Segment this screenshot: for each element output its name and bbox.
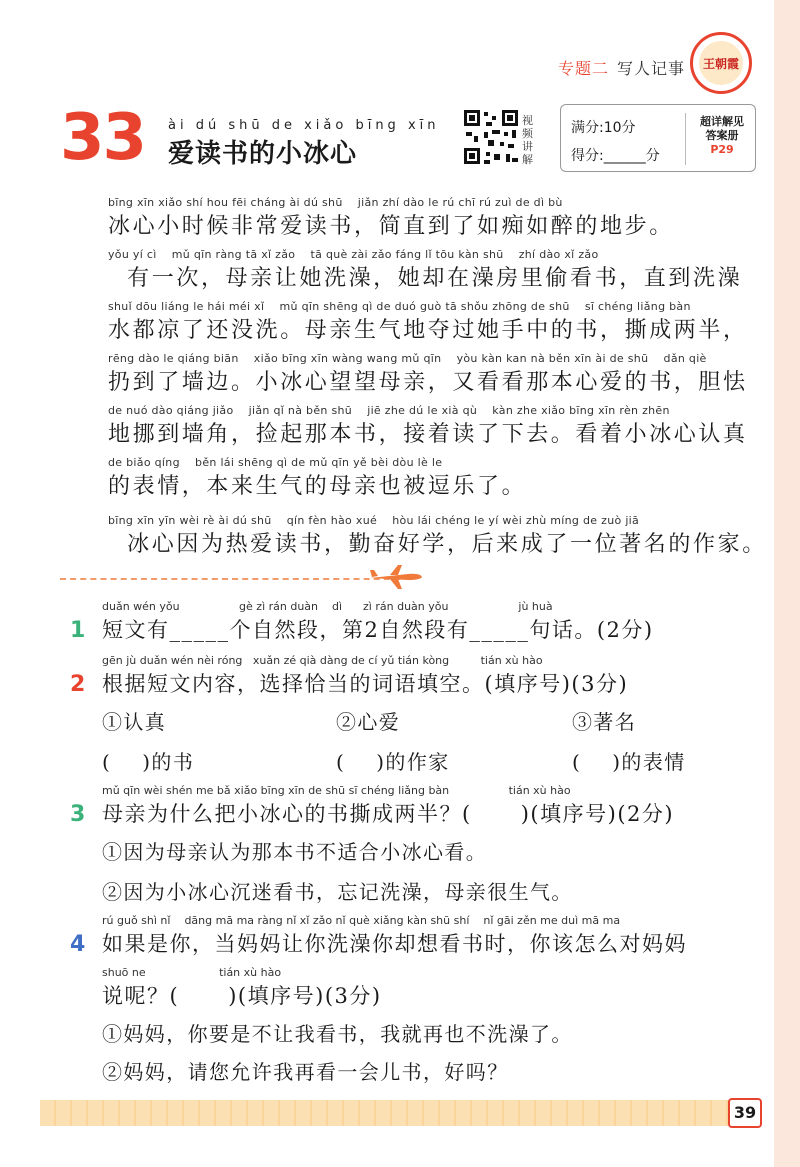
word-option: ①认真 <box>102 710 167 734</box>
page-edge-band <box>774 0 800 1167</box>
topic-subtitle: 写人记事 <box>617 59 686 78</box>
passage-text: 有一次，母亲让她洗澡，她却在澡房里偷看书，直到洗澡 <box>108 266 743 291</box>
question-text: 短文有_____个自然段，第2自然段有_____句话。(2分) <box>102 618 654 642</box>
earned-score: 得分:______分 <box>571 148 660 164</box>
question-number: 2 <box>70 672 86 697</box>
footer-strip <box>40 1100 740 1126</box>
passage-pinyin: bīng xīn yīn wèi rè ài dú shū qín fèn hào xué hòu lái chéng le yí wèi zhù míng de zuò jiā <box>108 514 640 527</box>
passage-text: 水都凉了还没洗。母亲生气地夺过她手中的书，撕成两半， <box>108 318 748 343</box>
question-number: 3 <box>70 802 86 827</box>
answer-choice[interactable]: ②因为小冰心沉迷看书，忘记洗澡，母亲很生气。 <box>102 880 573 904</box>
section-divider <box>60 578 400 580</box>
passage-text: 的表情，本来生气的母亲也被逗乐了。 <box>108 474 527 499</box>
passage-text: 地挪到墙角，捡起那本书，接着读了下去。看着小冰心认真 <box>108 422 748 447</box>
answer-line1: 超详解见 <box>700 115 744 128</box>
answer-page: P29 <box>710 143 734 156</box>
passage-pinyin: bīng xīn xiǎo shí hou fēi cháng ài dú shū jiǎn zhí dào le rú chī rú zuì de dì bù <box>108 196 563 209</box>
score-divider <box>685 113 686 165</box>
passage-text: 冰心因为热爱读书，勤奋好学，后来成了一位著名的作家。 <box>108 532 767 557</box>
question-text-continued: 说呢？( )(填序号)(3分) <box>102 984 382 1008</box>
passage-line <box>108 196 758 248</box>
question-number: 4 <box>70 932 86 957</box>
word-option: ②心爱 <box>336 710 401 734</box>
question-number: 1 <box>70 618 86 643</box>
passage-line <box>108 300 758 352</box>
passage-line <box>108 514 767 566</box>
reading-passage <box>108 196 767 566</box>
airplane-icon <box>368 564 424 590</box>
logo-text: 王朝霞 <box>699 41 743 85</box>
qr-label: 视频讲解 <box>522 114 533 166</box>
fill-blank[interactable]: ( )的作家 <box>336 750 450 774</box>
passage-line <box>108 352 758 404</box>
passage-pinyin: shuǐ dōu liáng le hái méi xǐ mǔ qīn shēng qì de duó guò tā shǒu zhōng de shū sī chéng liǎng bàn <box>108 300 691 313</box>
unit-header <box>558 56 685 79</box>
lesson-title-pinyin: ài dú shū de xiǎo bīng xīn <box>168 118 440 133</box>
question-pinyin: duǎn wén yǒu gè zì rán duàn dì zì rán duàn yǒu jù huà <box>102 600 553 613</box>
qr-code-icon[interactable] <box>462 108 520 166</box>
passage-text: 扔到了墙边。小冰心望望母亲，又看看那本心爱的书，胆怯 <box>108 370 748 395</box>
page-number: 39 <box>728 1098 762 1128</box>
lesson-number: 33 <box>60 101 146 175</box>
question-pinyin: gēn jù duǎn wén nèi róng xuǎn zé qià dàng de cí yǔ tián kòng tián xù hào <box>102 654 543 667</box>
question-pinyin: mǔ qīn wèi shén me bǎ xiǎo bīng xīn de shū sī chéng liǎng bàn tián xù hào <box>102 784 571 797</box>
passage-pinyin: de nuó dào qiáng jiǎo jiǎn qǐ nà běn shū jiē zhe dú le xià qù kàn zhe xiǎo bīng xīn rèn zhēn <box>108 404 670 417</box>
question-pinyin-continued: shuō ne tián xù hào <box>102 966 282 979</box>
fill-blank[interactable]: ( )的书 <box>102 750 195 774</box>
answer-line2: 答案册 <box>705 129 739 142</box>
answer-reference <box>691 115 753 157</box>
passage-line <box>108 456 758 508</box>
publisher-logo <box>690 32 752 94</box>
passage-pinyin: rēng dào le qiáng biān xiǎo bīng xīn wàng wang mǔ qīn yòu kàn kan nà běn xīn ài de shū dǎn qiè <box>108 352 707 365</box>
passage-pinyin: yǒu yí cì mǔ qīn ràng tā xǐ zǎo tā què zài zǎo fáng lǐ tōu kàn shū zhí dào xǐ zǎo <box>108 248 599 261</box>
answer-choice[interactable]: ①因为母亲认为那本书不适合小冰心看。 <box>102 840 488 864</box>
question-text: 母亲为什么把小冰心的书撕成两半？( )(填序号)(2分) <box>102 802 675 826</box>
passage-pinyin: de biǎo qíng běn lái shēng qì de mǔ qīn yě bèi dòu lè le <box>108 456 443 469</box>
answer-choice[interactable]: ②妈妈，请您允许我再看一会儿书，好吗？ <box>102 1060 509 1084</box>
full-score: 满分:10分 <box>571 120 636 136</box>
question-pinyin: rú guǒ shì nǐ dāng mā ma ràng nǐ xǐ zǎo nǐ què xiǎng kàn shū shí nǐ gāi zěn me duì mā ma <box>102 914 621 927</box>
answer-choice[interactable]: ①妈妈，你要是不让我看书，我就再也不洗澡了。 <box>102 1022 573 1046</box>
question-text: 根据短文内容，选择恰当的词语填空。(填序号)(3分) <box>102 672 629 696</box>
word-option: ③著名 <box>572 710 637 734</box>
lesson-title-block <box>168 118 440 170</box>
topic-label: 专题二 <box>558 59 610 78</box>
passage-text: 冰心小时候非常爱读书，简直到了如痴如醉的地步。 <box>108 214 674 239</box>
fill-blank[interactable]: ( )的表情 <box>572 750 686 774</box>
passage-line <box>108 248 758 300</box>
passage-line <box>108 404 758 456</box>
lesson-title: 爱读书的小冰心 <box>168 139 358 169</box>
question-text: 如果是你，当妈妈让你洗澡你却想看书时，你该怎么对妈妈 <box>102 932 687 956</box>
score-box <box>560 104 756 172</box>
